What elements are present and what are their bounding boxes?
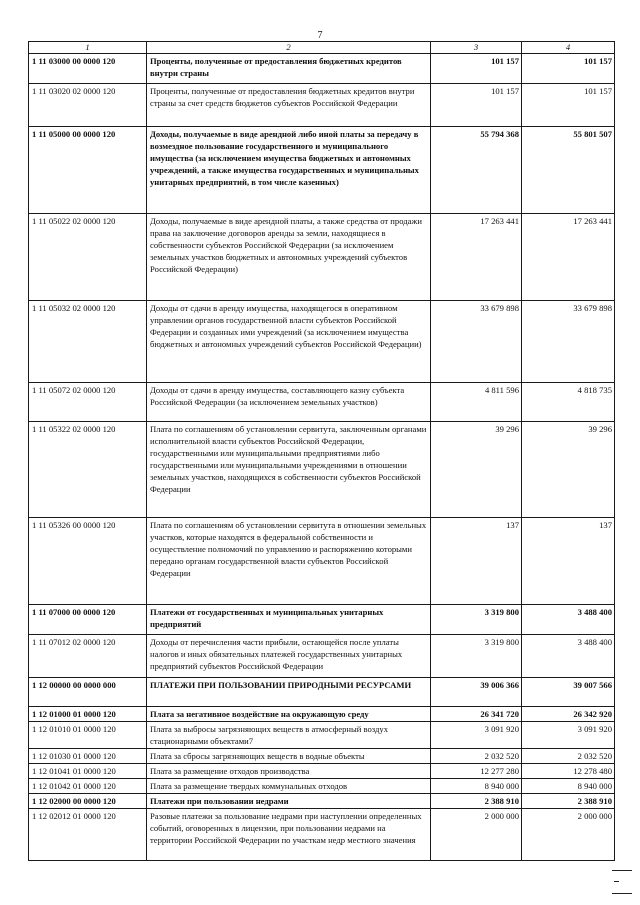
row-value-col4: 2 032 520: [522, 749, 615, 764]
row-code: 1 12 01010 01 0000 120: [29, 722, 147, 749]
row-name: Плата за негативное воздействие на окружающую среду: [147, 707, 431, 722]
row-value-col3: 3 319 800: [431, 635, 522, 678]
table-row: [29, 127, 615, 214]
row-value-col4: 101 157: [522, 84, 615, 127]
row-value-col4: 3 488 400: [522, 605, 615, 635]
row-value-col4: 8 940 000: [522, 779, 615, 794]
row-code: 1 12 01000 01 0000 120: [29, 707, 147, 722]
row-value-col3: 33 679 898: [431, 301, 522, 383]
table-row: [29, 214, 615, 301]
column-number: 3: [431, 42, 522, 54]
row-code: 1 12 01042 01 0000 120: [29, 779, 147, 794]
row-value-col3: 2 388 910: [431, 794, 522, 809]
row-name: Доходы от сдачи в аренду имущества, составляющего казну субъекта Российской Федерации (за исключением земельных участков): [147, 383, 431, 422]
row-code: 1 11 07000 00 0000 120: [29, 605, 147, 635]
row-code: 1 11 05022 02 0000 120: [29, 214, 147, 301]
row-name: Платежи при пользовании недрами: [147, 794, 431, 809]
row-code: 1 11 05032 02 0000 120: [29, 301, 147, 383]
row-value-col3: 26 341 720: [431, 707, 522, 722]
margin-mark: [612, 893, 632, 894]
row-name: Плата за размещение отходов производства: [147, 764, 431, 779]
row-value-col4: 3 091 920: [522, 722, 615, 749]
row-value-col4: 26 342 920: [522, 707, 615, 722]
row-code: 1 12 02000 00 0000 120: [29, 794, 147, 809]
row-value-col3: 101 157: [431, 84, 522, 127]
row-name: Проценты, полученные от предоставления бюджетных кредитов внутри страны: [147, 54, 431, 84]
row-name: Плата за размещение твердых коммунальных отходов: [147, 779, 431, 794]
row-value-col3: 4 811 596: [431, 383, 522, 422]
table-row: [29, 722, 615, 749]
row-value-col4: 17 263 441: [522, 214, 615, 301]
row-value-col3: 101 157: [431, 54, 522, 84]
row-code: 1 11 05072 02 0000 120: [29, 383, 147, 422]
row-code: 1 11 07012 02 0000 120: [29, 635, 147, 678]
row-name: Плата за выбросы загрязняющих веществ в атмосферный воздух стационарными объектами7: [147, 722, 431, 749]
row-name: Платежи от государственных и муниципальных унитарных предприятий: [147, 605, 431, 635]
table-row: [29, 518, 615, 605]
row-name: Доходы от перечисления части прибыли, остающейся после уплаты налогов и иных обязательных платежей государственных унитарных предприятий субъектов Российской Федерации: [147, 635, 431, 678]
row-code: 1 11 05322 02 0000 120: [29, 422, 147, 518]
row-value-col4: 39 007 566: [522, 678, 615, 707]
row-value-col3: 2 000 000: [431, 809, 522, 861]
row-value-col3: 137: [431, 518, 522, 605]
row-value-col3: 39 296: [431, 422, 522, 518]
table-row: [29, 54, 615, 84]
table-row: [29, 678, 615, 707]
row-name: Доходы, получаемые в виде арендной либо иной платы за передачу в возмездное пользование государственного и муниципального имущества (за исключением имущества бюджетных и автономных учреждений, а также имущества государственных и муниципальных унитарных предприятий, в том числе казенных): [147, 127, 431, 214]
row-value-col4: 33 679 898: [522, 301, 615, 383]
column-number: 2: [147, 42, 431, 54]
row-value-col4: 2 388 910: [522, 794, 615, 809]
row-code: 1 12 01041 01 0000 120: [29, 764, 147, 779]
row-value-col3: 17 263 441: [431, 214, 522, 301]
table-row: [29, 605, 615, 635]
table-row: [29, 422, 615, 518]
page-number: 7: [317, 30, 323, 41]
table-row: [29, 301, 615, 383]
column-number-row: [29, 42, 615, 54]
row-code: 1 12 01030 01 0000 120: [29, 749, 147, 764]
row-value-col4: 12 278 480: [522, 764, 615, 779]
table-row: [29, 84, 615, 127]
column-number: 1: [29, 42, 147, 54]
row-value-col4: 4 818 735: [522, 383, 615, 422]
row-name: Плата за сбросы загрязняющих веществ в водные объекты: [147, 749, 431, 764]
table-row: [29, 764, 615, 779]
row-value-col4: 39 296: [522, 422, 615, 518]
row-name: Разовые платежи за пользование недрами при наступлении определенных событий, оговоренных в лицензии, при пользовании недрами на территории Российской Федерации по участкам недр местного значения: [147, 809, 431, 861]
row-value-col4: 3 488 400: [522, 635, 615, 678]
row-code: 1 11 03020 02 0000 120: [29, 84, 147, 127]
row-name: Доходы от сдачи в аренду имущества, находящегося в оперативном управлении органов государственной власти субъектов Российской Федерации и созданных ими учреждений (за исключением имущества бюджетных и автономных учреждений субъектов Российской Федерации): [147, 301, 431, 383]
row-value-col4: 137: [522, 518, 615, 605]
row-code: 1 11 05326 00 0000 120: [29, 518, 147, 605]
row-code: 1 11 03000 00 0000 120: [29, 54, 147, 84]
row-value-col3: 55 794 368: [431, 127, 522, 214]
table-row: [29, 779, 615, 794]
row-code: 1 12 00000 00 0000 000: [29, 678, 147, 707]
row-value-col3: 39 006 366: [431, 678, 522, 707]
column-number: 4: [522, 42, 615, 54]
table-row: [29, 383, 615, 422]
row-value-col4: 101 157: [522, 54, 615, 84]
row-value-col3: 3 319 800: [431, 605, 522, 635]
row-value-col3: 8 940 000: [431, 779, 522, 794]
row-name: Плата по соглашениям об установлении сервитута, заключенным органами исполнительной власти субъектов Российской Федерации, государственными или муниципальными предприятиями либо государственными или муниципальными учреждениями в отношении земельных участков, находящихся в собственности субъектов Российской Федерации: [147, 422, 431, 518]
table-row: [29, 809, 615, 861]
margin-mark: [612, 870, 632, 871]
row-name: Проценты, полученные от предоставления бюджетных кредитов внутри страны за счет средств бюджетов субъектов Российской Федерации: [147, 84, 431, 127]
table-row: [29, 749, 615, 764]
row-value-col3: 12 277 280: [431, 764, 522, 779]
row-value-col3: 2 032 520: [431, 749, 522, 764]
margin-mark: [614, 881, 619, 882]
row-name: ПЛАТЕЖИ ПРИ ПОЛЬЗОВАНИИ ПРИРОДНЫМИ РЕСУРСАМИ: [147, 678, 431, 707]
budget-revenue-table: [28, 41, 615, 861]
row-value-col4: 2 000 000: [522, 809, 615, 861]
table-row: [29, 635, 615, 678]
row-name: Плата по соглашениям об установлении сервитута в отношении земельных участков, которые находятся в федеральной собственности и осуществление полномочий по управлению и распоряжению которыми передано органам государственной власти субъектов Российской Федерации: [147, 518, 431, 605]
row-value-col3: 3 091 920: [431, 722, 522, 749]
row-name: Доходы, получаемые в виде арендной платы, а также средства от продажи права на заключение договоров аренды за земли, находящиеся в собственности субъектов Российской Федерации (за исключением земельных участков бюджетных и автономных учреждений субъектов Российской Федерации): [147, 214, 431, 301]
table-row: [29, 707, 615, 722]
row-code: 1 11 05000 00 0000 120: [29, 127, 147, 214]
table-row: [29, 794, 615, 809]
row-value-col4: 55 801 507: [522, 127, 615, 214]
row-code: 1 12 02012 01 0000 120: [29, 809, 147, 861]
